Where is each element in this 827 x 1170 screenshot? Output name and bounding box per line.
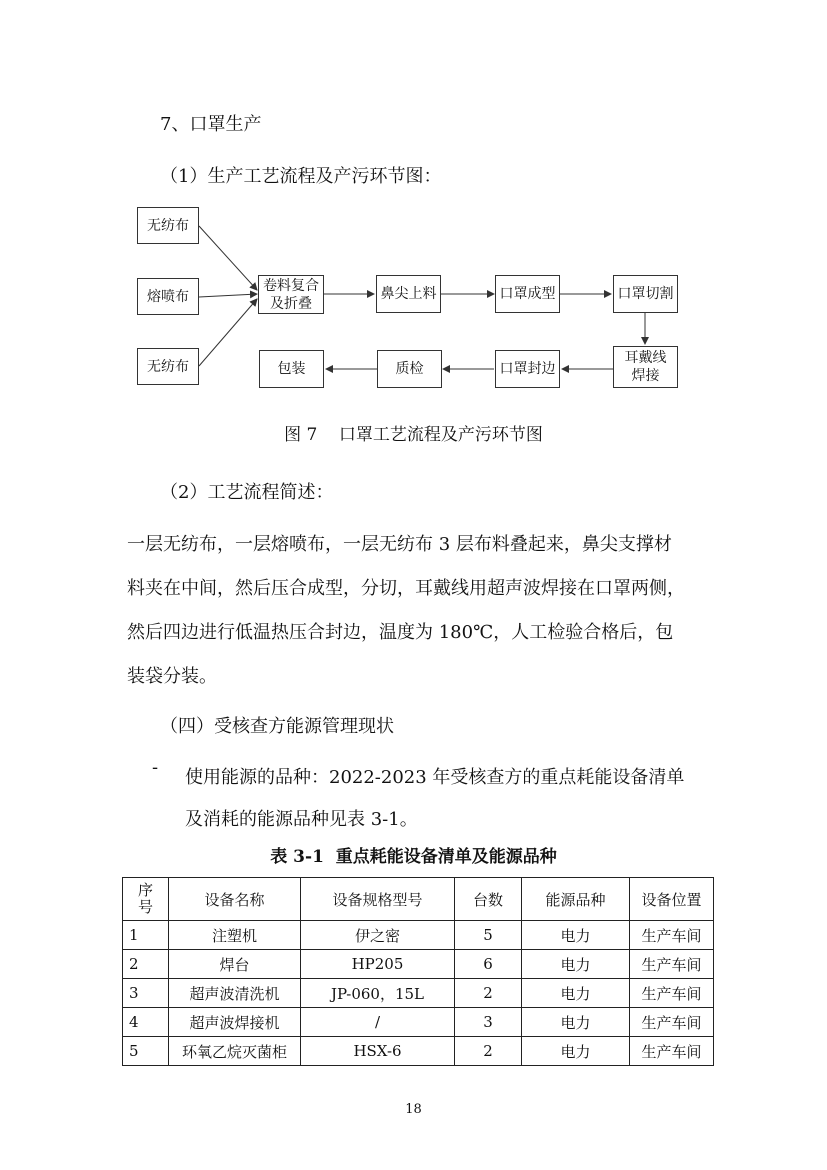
cell-count: 3 bbox=[455, 1008, 522, 1037]
table-row bbox=[123, 979, 714, 1008]
cell-location: 生产车间 bbox=[630, 921, 714, 950]
flow-node-nonwoven-bottom: 无纺布 bbox=[137, 348, 199, 385]
cell-energy: 电力 bbox=[522, 1008, 630, 1037]
cell-location: 生产车间 bbox=[630, 950, 714, 979]
description-line: 然后四边进行低温热压合封边，温度为 180℃，人工检验合格后，包 bbox=[127, 622, 674, 643]
page-number: 18 bbox=[405, 1102, 422, 1117]
energy-bullet bbox=[185, 757, 684, 841]
arrow-c-d bbox=[199, 299, 257, 366]
cell-location: 生产车间 bbox=[630, 979, 714, 1008]
header-name: 设备名称 bbox=[169, 878, 301, 921]
table-header-row bbox=[123, 878, 714, 921]
cell-energy: 电力 bbox=[522, 979, 630, 1008]
cell-energy: 电力 bbox=[522, 950, 630, 979]
cell-index: 5 bbox=[123, 1037, 169, 1066]
cell-count: 6 bbox=[455, 950, 522, 979]
bullet-line: 及消耗的能源品种见表 3-1。 bbox=[185, 809, 418, 830]
cell-name: 超声波清洗机 bbox=[169, 979, 301, 1008]
section-title: 7、口罩生产 bbox=[160, 114, 262, 135]
table-row bbox=[123, 1008, 714, 1037]
description-line: 一层无纺布，一层熔喷布，一层无纺布 3 层布料叠起来，鼻尖支撑材 bbox=[127, 534, 672, 555]
header-energy: 能源品种 bbox=[522, 878, 630, 921]
cell-index: 1 bbox=[123, 921, 169, 950]
table-row bbox=[123, 921, 714, 950]
cell-model: JP-060，15L bbox=[301, 979, 455, 1008]
cell-model: HP205 bbox=[301, 950, 455, 979]
cell-location: 生产车间 bbox=[630, 1037, 714, 1066]
description-line: 料夹在中间，然后压合成型，分切，耳戴线用超声波焊接在口罩两侧， bbox=[127, 578, 685, 599]
cell-index: 2 bbox=[123, 950, 169, 979]
table-row bbox=[123, 1037, 714, 1066]
flow-node-cutting: 口罩切割 bbox=[613, 275, 678, 313]
cell-name: 超声波焊接机 bbox=[169, 1008, 301, 1037]
flow-node-ear-loop-welding: 耳戴线焊接 bbox=[613, 346, 678, 388]
cell-location: 生产车间 bbox=[630, 1008, 714, 1037]
cell-model: / bbox=[301, 1008, 455, 1037]
header-location: 设备位置 bbox=[630, 878, 714, 921]
arrow-b-d bbox=[199, 294, 257, 297]
flow-node-meltblown: 熔喷布 bbox=[137, 278, 199, 315]
process-description bbox=[127, 523, 712, 699]
bullet-line: 使用能源的品种：2022-2023 年受核查方的重点耗能设备清单 bbox=[185, 767, 685, 788]
cell-name: 焊台 bbox=[169, 950, 301, 979]
arrow-a-d bbox=[199, 226, 257, 290]
header-index: 序 号 bbox=[123, 878, 169, 921]
cell-name: 环氧乙烷灭菌柜 bbox=[169, 1037, 301, 1066]
flow-node-roll-composite: 卷料复合及折叠 bbox=[258, 275, 324, 314]
table-caption: 表 3-1 重点耗能设备清单及能源品种 bbox=[270, 847, 557, 867]
cell-model: 伊之密 bbox=[301, 921, 455, 950]
cell-count: 2 bbox=[455, 979, 522, 1008]
bullet-dash: - bbox=[152, 757, 159, 778]
flow-subsection-heading: （1）生产工艺流程及产污环节图： bbox=[160, 166, 442, 187]
flow-node-nose-wire: 鼻尖上料 bbox=[376, 275, 441, 313]
flow-node-packaging: 包装 bbox=[259, 350, 324, 388]
figure-caption: 图 7 口罩工艺流程及产污环节图 bbox=[284, 425, 543, 445]
cell-name: 注塑机 bbox=[169, 921, 301, 950]
header-model: 设备规格型号 bbox=[301, 878, 455, 921]
flow-node-edge-sealing: 口罩封边 bbox=[495, 350, 560, 388]
flow-node-nonwoven-top: 无纺布 bbox=[137, 207, 199, 244]
header-count: 台数 bbox=[455, 878, 522, 921]
flow-node-forming: 口罩成型 bbox=[495, 275, 560, 313]
cell-index: 3 bbox=[123, 979, 169, 1008]
equipment-table bbox=[122, 877, 714, 1066]
description-line: 装袋分装。 bbox=[127, 666, 217, 687]
cell-count: 5 bbox=[455, 921, 522, 950]
energy-section-heading: （四）受核查方能源管理现状 bbox=[160, 716, 394, 737]
cell-index: 4 bbox=[123, 1008, 169, 1037]
description-subsection-heading: （2）工艺流程简述： bbox=[160, 482, 334, 503]
cell-energy: 电力 bbox=[522, 921, 630, 950]
flow-node-inspection: 质检 bbox=[377, 350, 442, 388]
cell-count: 2 bbox=[455, 1037, 522, 1066]
cell-energy: 电力 bbox=[522, 1037, 630, 1066]
cell-model: HSX-6 bbox=[301, 1037, 455, 1066]
table-row bbox=[123, 950, 714, 979]
